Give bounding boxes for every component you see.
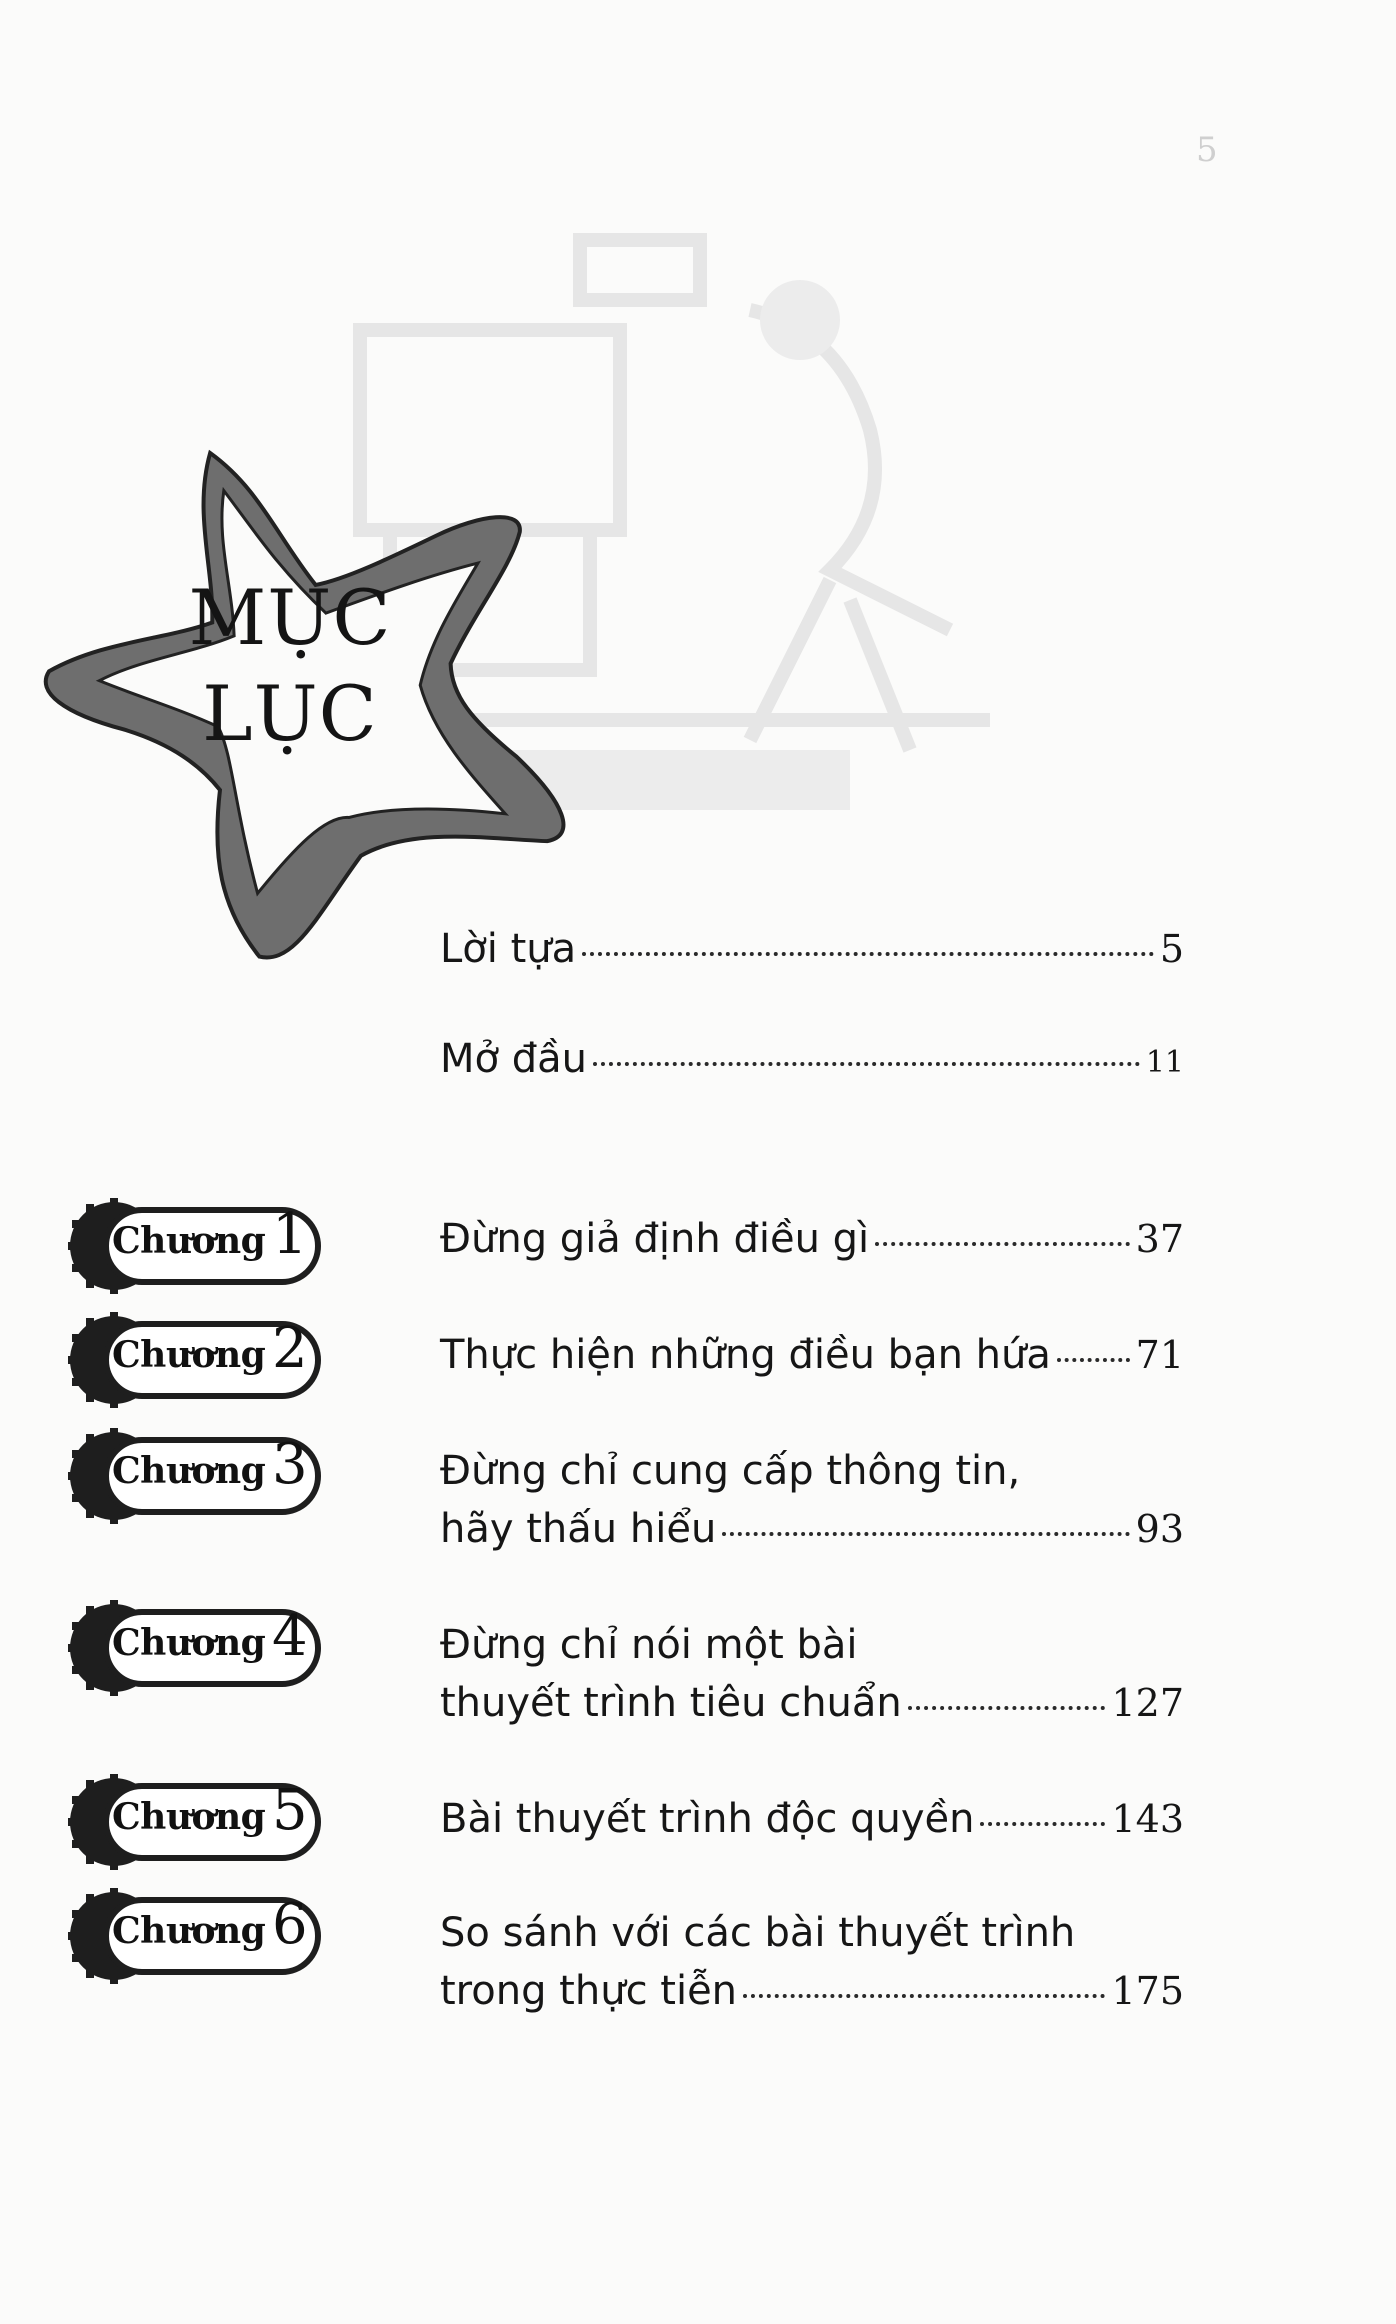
toc-heading-line-2: LỤC [202,669,378,758]
chapter-number: 5 [272,1778,308,1843]
entry-page: 127 [1111,1681,1184,1725]
chapter-label: Chương [112,1622,266,1664]
chapter-number: 3 [272,1432,308,1497]
entry-title-line-1: Đừng chỉ nói một bài [440,1622,858,1668]
dot-leader [722,1528,1129,1536]
dot-leader [743,1990,1105,1998]
toc-entry-introduction[interactable] [440,1030,1184,1092]
chapter-number: 2 [272,1316,308,1381]
chapter-label: Chương [112,1220,266,1262]
chapter-badge [66,1428,326,1524]
dot-leader [593,1058,1140,1066]
entry-title: Lời tựa [440,926,577,972]
chapter-badge [66,1312,326,1408]
chapter-label: Chương [112,1334,266,1376]
dot-leader [908,1702,1106,1710]
entry-title-line-1: Đừng chỉ cung cấp thông tin, [440,1448,1021,1494]
toc-entry-chapter-6[interactable] [440,1904,1184,2020]
chapter-number: 1 [272,1202,308,1267]
entry-page: 175 [1111,1969,1184,2013]
chapter-label: Chương [112,1796,266,1838]
dot-leader [1057,1354,1130,1362]
chapter-label: Chương [112,1450,266,1492]
chapter-number: 4 [272,1604,308,1669]
entry-page: 5 [1159,927,1184,971]
toc-entry-chapter-2[interactable] [440,1326,1184,1384]
entry-page: 11 [1145,1045,1184,1080]
entry-title: Bài thuyết trình độc quyền [440,1796,975,1842]
dot-leader [582,948,1154,956]
entry-title: Đừng giả định điều gì [440,1216,870,1262]
dot-leader [980,1818,1105,1826]
toc-entry-chapter-3[interactable] [440,1442,1184,1558]
entry-title-line-1: So sánh với các bài thuyết trình [440,1910,1076,1956]
toc-entry-chapter-4[interactable] [440,1616,1184,1732]
toc-heading-line-1: MỤC [188,573,392,662]
entry-page: 71 [1135,1333,1184,1377]
entry-page: 143 [1111,1797,1184,1841]
chapter-badge [66,1600,326,1696]
entry-title-line-2: trong thực tiễn [440,1968,738,2014]
toc-entry-chapter-5[interactable] [440,1790,1184,1848]
page-number: 5 [1196,130,1218,170]
toc-entry-chapter-1[interactable] [440,1210,1184,1268]
entry-title-line-2: hãy thấu hiểu [440,1506,717,1552]
chapter-badge [66,1888,326,1984]
chapter-label: Chương [112,1910,266,1952]
entry-title: Thực hiện những điều bạn hứa [440,1332,1051,1378]
chapter-badge [66,1774,326,1870]
entry-title-line-2: thuyết trình tiêu chuẩn [440,1680,902,1726]
toc-heading [140,570,440,762]
dot-leader [875,1238,1130,1246]
chapter-number: 6 [272,1892,308,1957]
entry-page: 93 [1135,1507,1184,1551]
toc-entry-preface[interactable] [440,920,1184,978]
entry-title: Mở đầu [440,1036,587,1082]
chapter-badge [66,1198,326,1294]
entry-page: 37 [1135,1217,1184,1261]
